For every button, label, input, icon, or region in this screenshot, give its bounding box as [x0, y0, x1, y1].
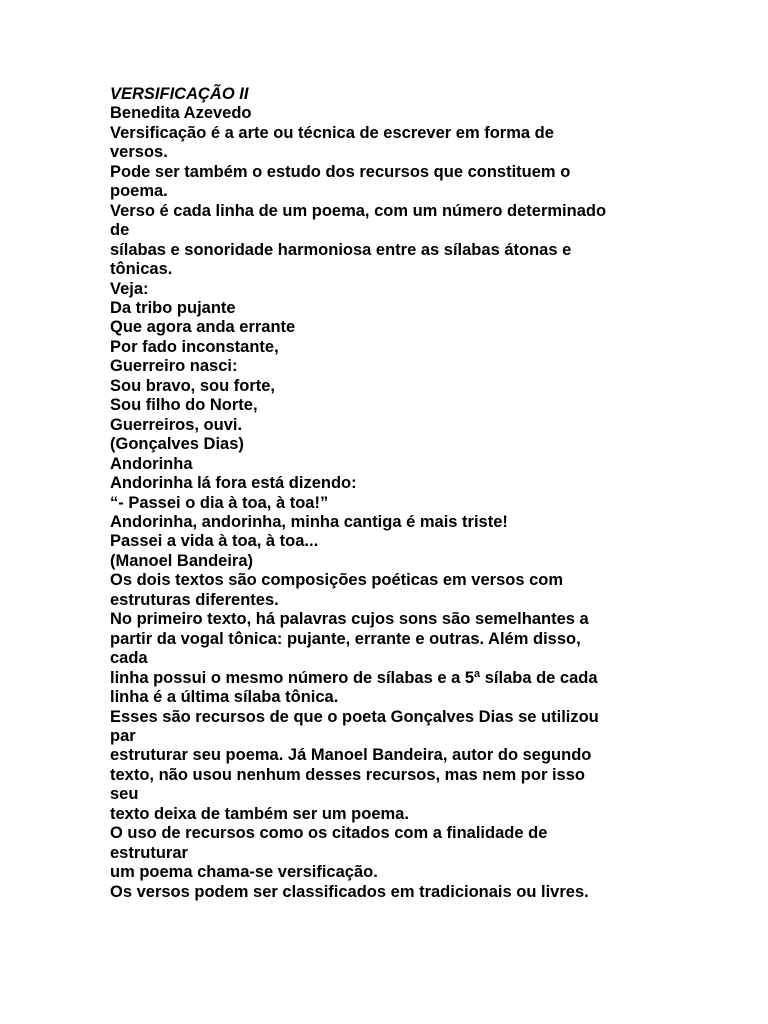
text-line: (Manoel Bandeira) [110, 551, 254, 570]
text-line: O uso de recursos como os citados com a finalidade de [110, 824, 548, 843]
text-line: Os versos podem ser classificados em tradicionais ou livres. [110, 882, 589, 901]
text-line: Guerreiros, ouvi. [110, 415, 243, 434]
text-line: estruturar seu poema. Já Manoel Bandeira, autor do segundo [110, 746, 592, 765]
text-line: estruturar [110, 843, 188, 862]
text-line: Da tribo pujante [110, 298, 236, 317]
text-line: par [110, 726, 136, 745]
text-line: Veja: [110, 279, 149, 298]
text-line: Por fado inconstante, [110, 337, 279, 356]
text-line: Passei a vida à toa, à toa... [110, 532, 319, 551]
text-line: de [110, 221, 130, 240]
text-line: Versificação é a arte ou técnica de escrever em forma de [110, 123, 554, 142]
text-line: poema. [110, 182, 168, 201]
text-line: Benedita Azevedo [110, 104, 252, 123]
text-line: Que agora anda errante [110, 318, 296, 337]
text-line: cada [110, 649, 148, 668]
text-line: Andorinha lá fora está dizendo: [110, 474, 357, 493]
text-line: linha é a última sílaba tônica. [110, 688, 339, 707]
document-body [110, 104, 670, 902]
text-line: “- Passei o dia à toa, à toa!” [110, 493, 329, 512]
text-line: (Gonçalves Dias) [110, 435, 244, 454]
text-line: texto, não usou nenhum desses recursos, mas nem por isso [110, 765, 585, 784]
document-page [110, 85, 670, 902]
text-line: tônicas. [110, 260, 173, 279]
text-line: um poema chama-se versificação. [110, 863, 378, 882]
text-line: seu [110, 785, 139, 804]
text-line: Sou filho do Norte, [110, 396, 258, 415]
text-line: partir da vogal tônica: pujante, errante e outras. Além disso, [110, 629, 581, 648]
text-line: estruturas diferentes. [110, 590, 279, 609]
text-line: Esses são recursos de que o poeta Gonçalves Dias se utilizou [110, 707, 599, 726]
text-line: Verso é cada linha de um poema, com um número determinado [110, 201, 607, 220]
text-line: No primeiro texto, há palavras cujos sons são semelhantes a [110, 610, 589, 629]
text-line: Sou bravo, sou forte, [110, 376, 276, 395]
text-line: texto deixa de também ser um poema. [110, 804, 409, 823]
text-line: Pode ser também o estudo dos recursos que constituem o [110, 162, 571, 181]
text-line: sílabas e sonoridade harmoniosa entre as sílabas átonas e [110, 240, 572, 259]
text-line: Andorinha, andorinha, minha cantiga é mais triste! [110, 512, 508, 531]
text-line: linha possui o mesmo número de sílabas e a 5ª sílaba de cada [110, 668, 598, 687]
document-title: VERSIFICAÇÃO II [110, 85, 249, 103]
text-line: Andorinha [110, 454, 193, 473]
text-line: Os dois textos são composições poéticas em versos com [110, 571, 564, 590]
text-line: Guerreiro nasci: [110, 357, 238, 376]
text-line: versos. [110, 143, 168, 162]
